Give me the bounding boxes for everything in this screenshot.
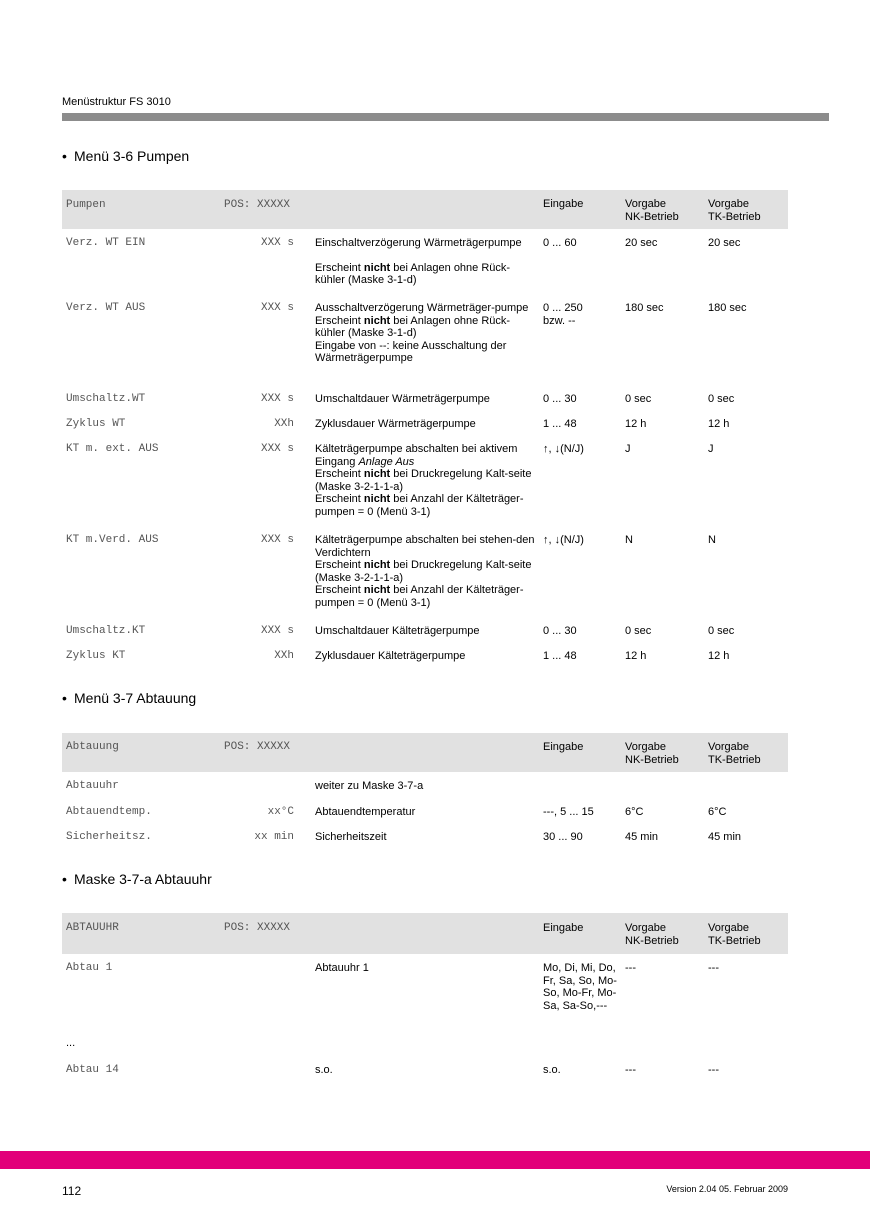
- param-value: xx min: [254, 831, 294, 843]
- header-vorgabe-tk: Vorgabe TK-Betrieb: [708, 198, 761, 223]
- param-tk: 12 h: [708, 650, 730, 662]
- footer-bar: [0, 1151, 870, 1169]
- param-name: Verz. WT EIN: [66, 237, 146, 249]
- param-nk: 0 sec: [625, 393, 652, 405]
- bullet-icon: •: [62, 871, 67, 887]
- param-input: ↑, ↓(N/J): [543, 534, 584, 546]
- param-value: XXX s: [260, 237, 294, 249]
- param-desc: Zyklusdauer Wärmeträgerpumpe: [315, 418, 476, 430]
- param-name: KT m.Verd. AUS: [66, 534, 159, 546]
- param-tk: 0 sec: [708, 393, 735, 405]
- param-input: 30 ... 90: [543, 831, 583, 843]
- param-desc: Sicherheitszeit: [315, 831, 387, 843]
- param-tk: 180 sec: [708, 302, 747, 314]
- param-tk: 12 h: [708, 418, 730, 430]
- param-tk: N: [708, 534, 716, 546]
- header-eingabe: Eingabe: [543, 741, 584, 753]
- param-input: ↑, ↓(N/J): [543, 443, 584, 455]
- param-desc: Umschaltdauer Wärmeträgerpumpe: [315, 393, 490, 405]
- param-tk: ---: [708, 1064, 719, 1076]
- param-input: 1 ... 48: [543, 650, 577, 662]
- param-tk: 45 min: [708, 831, 742, 843]
- table-name: Abtauung: [66, 741, 119, 753]
- param-name: Abtau 14: [66, 1064, 119, 1076]
- param-nk: 20 sec: [625, 237, 658, 249]
- section-title-abtauung: • Menü 3-7 Abtauung: [62, 690, 197, 706]
- param-tk: J: [708, 443, 714, 455]
- param-name: Umschaltz.KT: [66, 625, 146, 637]
- param-input: 0 ... 30: [543, 393, 577, 405]
- param-nk: 180 sec: [625, 302, 664, 314]
- param-nk: J: [625, 443, 631, 455]
- param-input: 0 ... 30: [543, 625, 577, 637]
- param-tk: 20 sec: [708, 237, 741, 249]
- param-tk: ---: [708, 962, 719, 974]
- param-name: Zyklus KT: [66, 650, 126, 662]
- table-name: ABTAUUHR: [66, 922, 119, 934]
- param-tk: 6°C: [708, 806, 727, 818]
- param-desc: Kälteträgerpumpe abschalten bei stehen-den Verdichtern Erscheint nicht bei Druckregelung Kalt-seite (Maske 3-2-1-1-a) Erscheint nicht bei Anzahl der Kälteträger-pumpen = 0 (Menü 3-1): [315, 534, 535, 609]
- header-vorgabe-nk: Vorgabe NK-Betrieb: [625, 741, 679, 766]
- param-desc: s.o.: [315, 1064, 333, 1076]
- param-tk: 0 sec: [708, 625, 735, 637]
- header-vorgabe-tk: Vorgabe TK-Betrieb: [708, 922, 761, 947]
- param-input: 1 ... 48: [543, 418, 577, 430]
- param-input: 0 ... 250 bzw. --: [543, 302, 583, 327]
- param-name: Abtauendtemp.: [66, 806, 152, 818]
- param-value: XXh: [274, 650, 294, 662]
- header-vorgabe-nk: Vorgabe NK-Betrieb: [625, 922, 679, 947]
- page-header-title: Menüstruktur FS 3010: [62, 96, 171, 108]
- param-name: Zyklus WT: [66, 418, 126, 430]
- param-desc: Kälteträgerpumpe abschalten bei aktivem Eingang Anlage Aus Erscheint nicht bei Druckregelung Kalt-seite (Maske 3-2-1-1-a) Erscheint nicht bei Anzahl der Kälteträger-pumpen = 0 (Menü 3-1): [315, 443, 532, 518]
- param-name: Verz. WT AUS: [66, 302, 146, 314]
- param-value: XXh: [274, 418, 294, 430]
- pos-label: POS: XXXXX: [224, 199, 291, 211]
- param-value: XXX s: [260, 302, 294, 314]
- param-name: KT m. ext. AUS: [66, 443, 159, 455]
- header-eingabe: Eingabe: [543, 198, 584, 210]
- param-nk: 12 h: [625, 418, 647, 430]
- param-name: Sicherheitsz.: [66, 831, 152, 843]
- param-desc: weiter zu Maske 3-7-a: [315, 780, 424, 792]
- param-nk: N: [625, 534, 633, 546]
- param-value: XXX s: [260, 393, 294, 405]
- param-desc: Zyklusdauer Kälteträgerpumpe: [315, 650, 466, 662]
- param-input: ---, 5 ... 15: [543, 806, 594, 818]
- param-desc: Einschaltverzögerung Wärmeträgerpumpe Erscheint nicht bei Anlagen ohne Rück-kühler (Maske 3-1-d): [315, 237, 522, 286]
- param-desc: Ausschaltverzögerung Wärmeträger-pumpe Erscheint nicht bei Anlagen ohne Rück-kühler (Maske 3-1-d) Eingabe von --: keine Ausschaltung der Wärmeträgerpumpe: [315, 302, 529, 364]
- section-title-pumpen: • Menü 3-6 Pumpen: [62, 148, 190, 164]
- param-name: Abtau 1: [66, 962, 113, 974]
- bullet-icon: •: [62, 148, 67, 164]
- param-desc: Umschaltdauer Kälteträgerpumpe: [315, 625, 480, 637]
- ellipsis: ...: [66, 1037, 76, 1049]
- table-name: Pumpen: [66, 199, 106, 211]
- header-vorgabe-nk: Vorgabe NK-Betrieb: [625, 198, 679, 223]
- version-info: Version 2.04 05. Februar 2009: [666, 1184, 788, 1194]
- header-eingabe: Eingabe: [543, 922, 584, 934]
- param-desc: Abtauendtemperatur: [315, 806, 416, 818]
- param-input: s.o.: [543, 1064, 561, 1076]
- header-vorgabe-tk: Vorgabe TK-Betrieb: [708, 741, 761, 766]
- param-nk: 6°C: [625, 806, 644, 818]
- pos-label: POS: XXXXX: [224, 741, 291, 753]
- param-nk: ---: [625, 962, 636, 974]
- section-title-abtauuhr: • Maske 3-7-a Abtauuhr: [62, 871, 212, 887]
- param-desc: Abtauuhr 1: [315, 962, 369, 974]
- param-nk: 0 sec: [625, 625, 652, 637]
- param-value: xx°C: [267, 806, 294, 818]
- header-rule: [62, 113, 829, 121]
- param-nk: 45 min: [625, 831, 659, 843]
- param-nk: 12 h: [625, 650, 647, 662]
- param-value: XXX s: [260, 443, 294, 455]
- param-input: Mo, Di, Mi, Do, Fr, Sa, So, Mo-So, Mo-Fr, Mo-Sa, Sa-So,---: [543, 962, 617, 1012]
- param-value: XXX s: [260, 625, 294, 637]
- param-value: XXX s: [260, 534, 294, 546]
- bullet-icon: •: [62, 690, 67, 706]
- param-name: Umschaltz.WT: [66, 393, 146, 405]
- page-number: 112: [62, 1184, 82, 1198]
- param-name: Abtauuhr: [66, 780, 119, 792]
- param-input: 0 ... 60: [543, 237, 577, 249]
- pos-label: POS: XXXXX: [224, 922, 291, 934]
- param-nk: ---: [625, 1064, 636, 1076]
